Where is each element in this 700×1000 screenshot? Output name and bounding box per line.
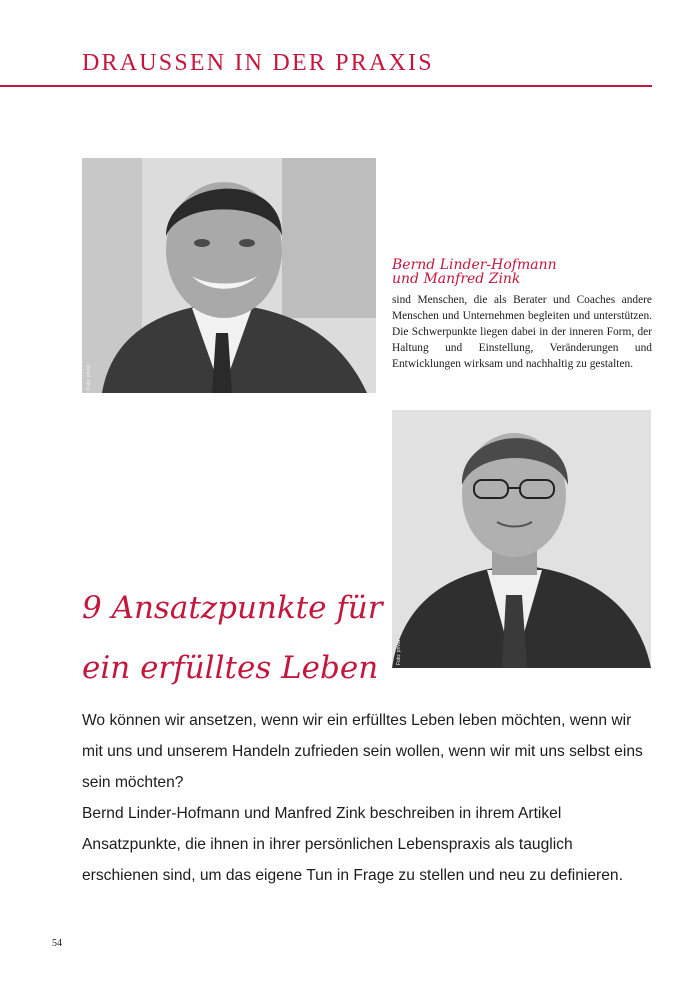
author-bio: sind Menschen, die als Berater und Coaches andere Menschen und Unternehmen begleiten und unterstützen. Die Schwerpunkte liegen dabei in der inneren Form, der Haltung und Einstellung, Veränderungen und Entwicklungen wirksam und nachhaltig zu gestalten. [392, 294, 652, 370]
headline-line2: ein erfülltes Leben [82, 650, 379, 686]
author-names-line1: Bernd Linder-Hofmann [392, 257, 557, 273]
photo-credit: Foto: privat [396, 639, 402, 665]
portrait-illustration [392, 410, 651, 668]
intro-paragraph-1: Wo können wir ansetzen, wenn wir ein erfülltes Leben leben möchten, wenn wir mit uns und unserem Handeln zufrieden sein wollen, wenn wir mit uns selbst eins sein möchten? [82, 712, 643, 791]
author-names-line2: und Manfred Zink [392, 271, 521, 287]
portrait-photo-bernd [82, 158, 376, 393]
intro-paragraph-2: Bernd Linder-Hofmann und Manfred Zink beschreiben in ihrem Artikel Ansatzpunkte, die ihnen in ihrer persönlichen Lebenspraxis als tauglich erschienen sind, um das eigene Tun in Frage zu stellen und neu zu definieren. [82, 805, 623, 884]
header-rule [0, 85, 652, 87]
article-intro [82, 705, 652, 891]
author-names [392, 258, 662, 286]
section-title: DRAUSSEN IN DER PRAXIS [82, 50, 434, 76]
portrait-illustration [82, 158, 376, 393]
page-number: 54 [52, 938, 62, 949]
portrait-photo-manfred [392, 410, 651, 668]
headline-line1: 9 Ansatzpunkte für [82, 590, 383, 626]
article-headline [82, 578, 392, 698]
photo-credit: Foto: privat [86, 364, 92, 390]
